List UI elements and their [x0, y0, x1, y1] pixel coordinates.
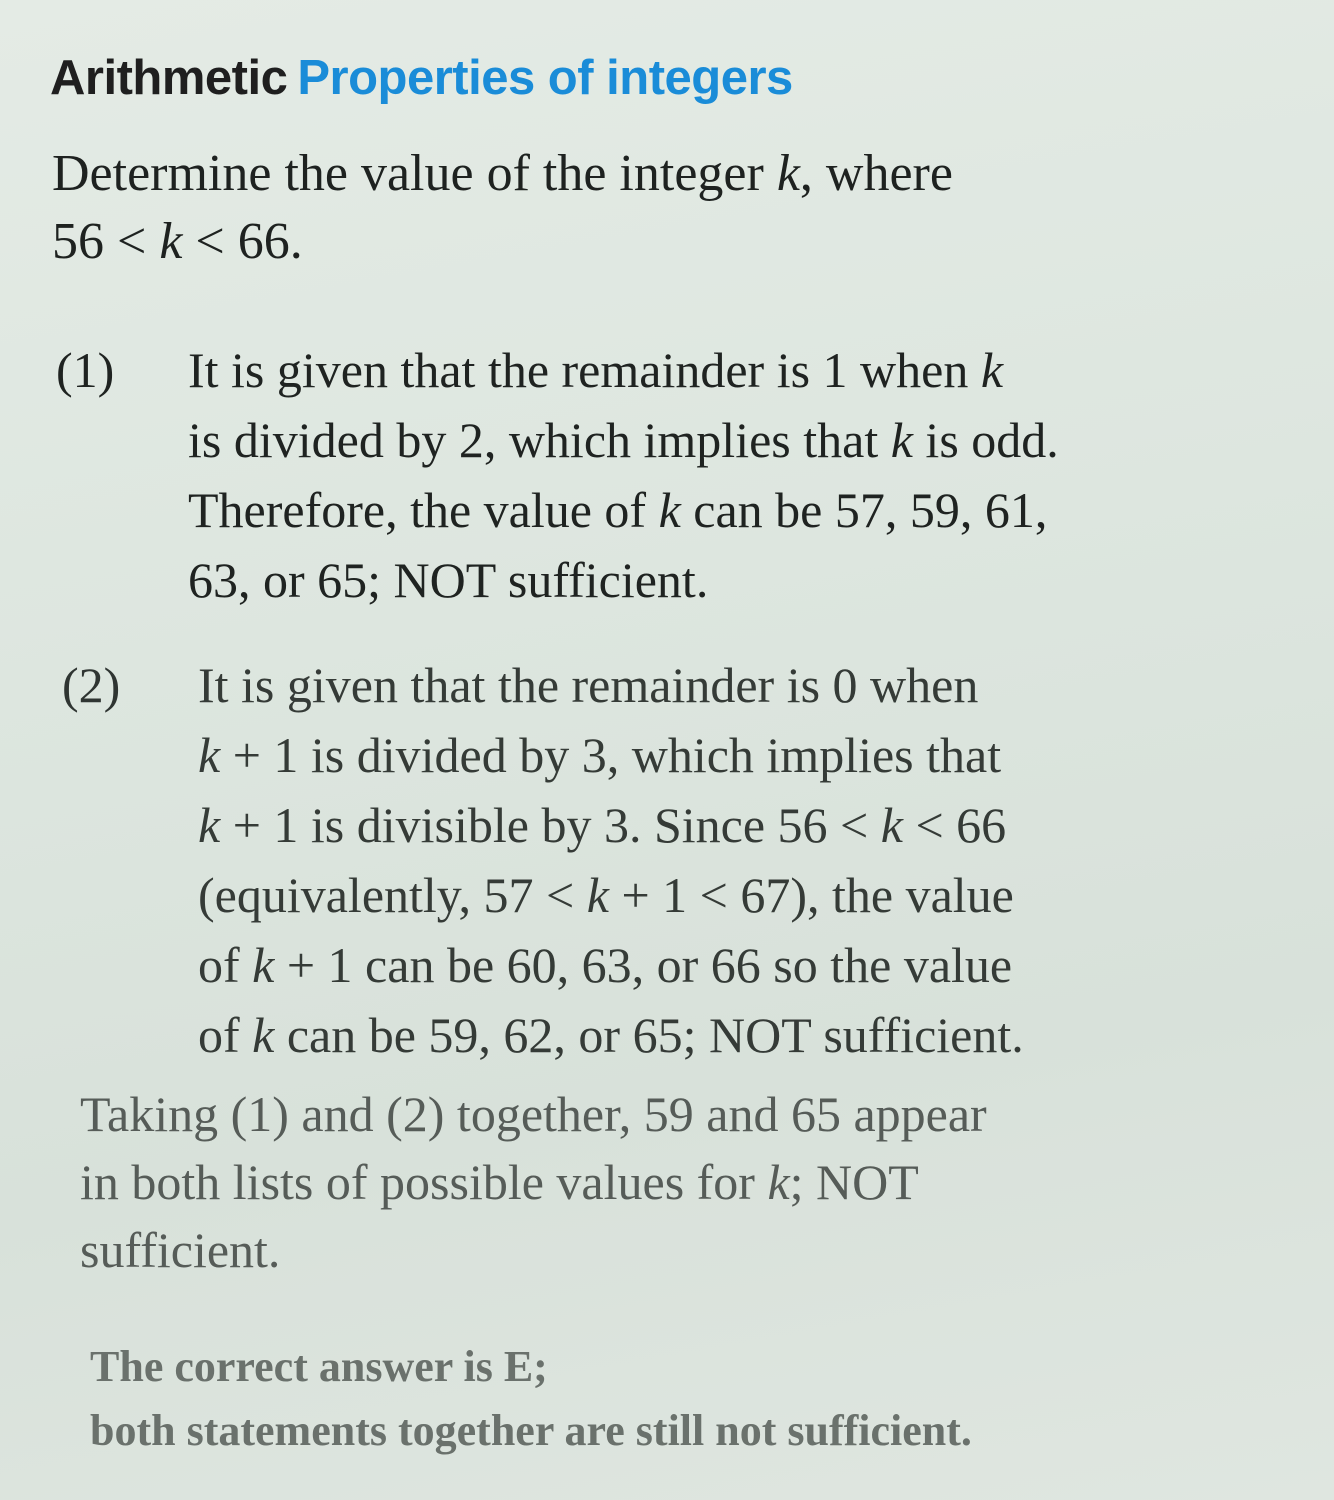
- statement-1-line: Therefore, the value of k can be 57, 59, 61,: [188, 482, 1048, 538]
- statement-2-line: k + 1 is divided by 3, which implies that: [198, 727, 1002, 783]
- statement-1-line: It is given that the remainder is 1 when k: [188, 342, 1004, 398]
- variable-k: k: [776, 145, 800, 202]
- statement-2: [62, 650, 1262, 1070]
- statement-2-line: of k + 1 can be 60, 63, or 66 so the value: [198, 937, 1013, 993]
- answer-line: The correct answer is E;: [90, 1342, 548, 1391]
- conclusion-line: Taking (1) and (2) together, 59 and 65 appear: [80, 1086, 987, 1142]
- question-line: Determine the value of the integer k, where: [52, 145, 953, 202]
- combined-conclusion: [80, 1080, 1230, 1284]
- question-text: [52, 140, 1202, 276]
- variable-k: k: [890, 412, 913, 468]
- answer-line: both statements together are still not sufficient.: [90, 1406, 972, 1455]
- statement-2-line: of k can be 59, 62, or 65; NOT sufficient.: [198, 1007, 1024, 1063]
- conclusion-line: sufficient.: [80, 1222, 281, 1278]
- correct-answer: [90, 1335, 1290, 1463]
- statement-1: [56, 335, 1256, 625]
- statement-2-explanation: [198, 650, 1238, 1070]
- question-line: 56 < k < 66.: [52, 213, 303, 270]
- variable-k: k: [767, 1154, 790, 1210]
- statement-1-line: 63, or 65; NOT sufficient.: [188, 552, 709, 608]
- statement-2-line: (equivalently, 57 < k + 1 < 67), the value: [198, 867, 1014, 923]
- section-header: [50, 50, 793, 106]
- statement-1-line: is divided by 2, which implies that k is odd.: [188, 412, 1059, 468]
- variable-k: k: [159, 213, 183, 270]
- statement-2-line: k + 1 is divisible by 3. Since 56 < k < 66: [198, 797, 1007, 853]
- variable-k: k: [252, 1007, 275, 1063]
- variable-k: k: [198, 797, 221, 853]
- variable-k: k: [658, 482, 681, 538]
- conclusion-line: in both lists of possible values for k; NOT: [80, 1154, 919, 1210]
- topic-label: Properties of integers: [297, 51, 793, 105]
- variable-k: k: [880, 797, 903, 853]
- variable-k: k: [586, 867, 609, 923]
- statement-1-explanation: [188, 335, 1228, 615]
- subject-label: Arithmetic: [50, 51, 288, 105]
- statement-2-line: It is given that the remainder is 0 when: [198, 657, 979, 713]
- statement-2-number: (2): [62, 657, 121, 713]
- variable-k: k: [980, 342, 1004, 398]
- variable-k: k: [198, 727, 221, 783]
- variable-k: k: [252, 937, 275, 993]
- statement-1-number: (1): [56, 342, 115, 398]
